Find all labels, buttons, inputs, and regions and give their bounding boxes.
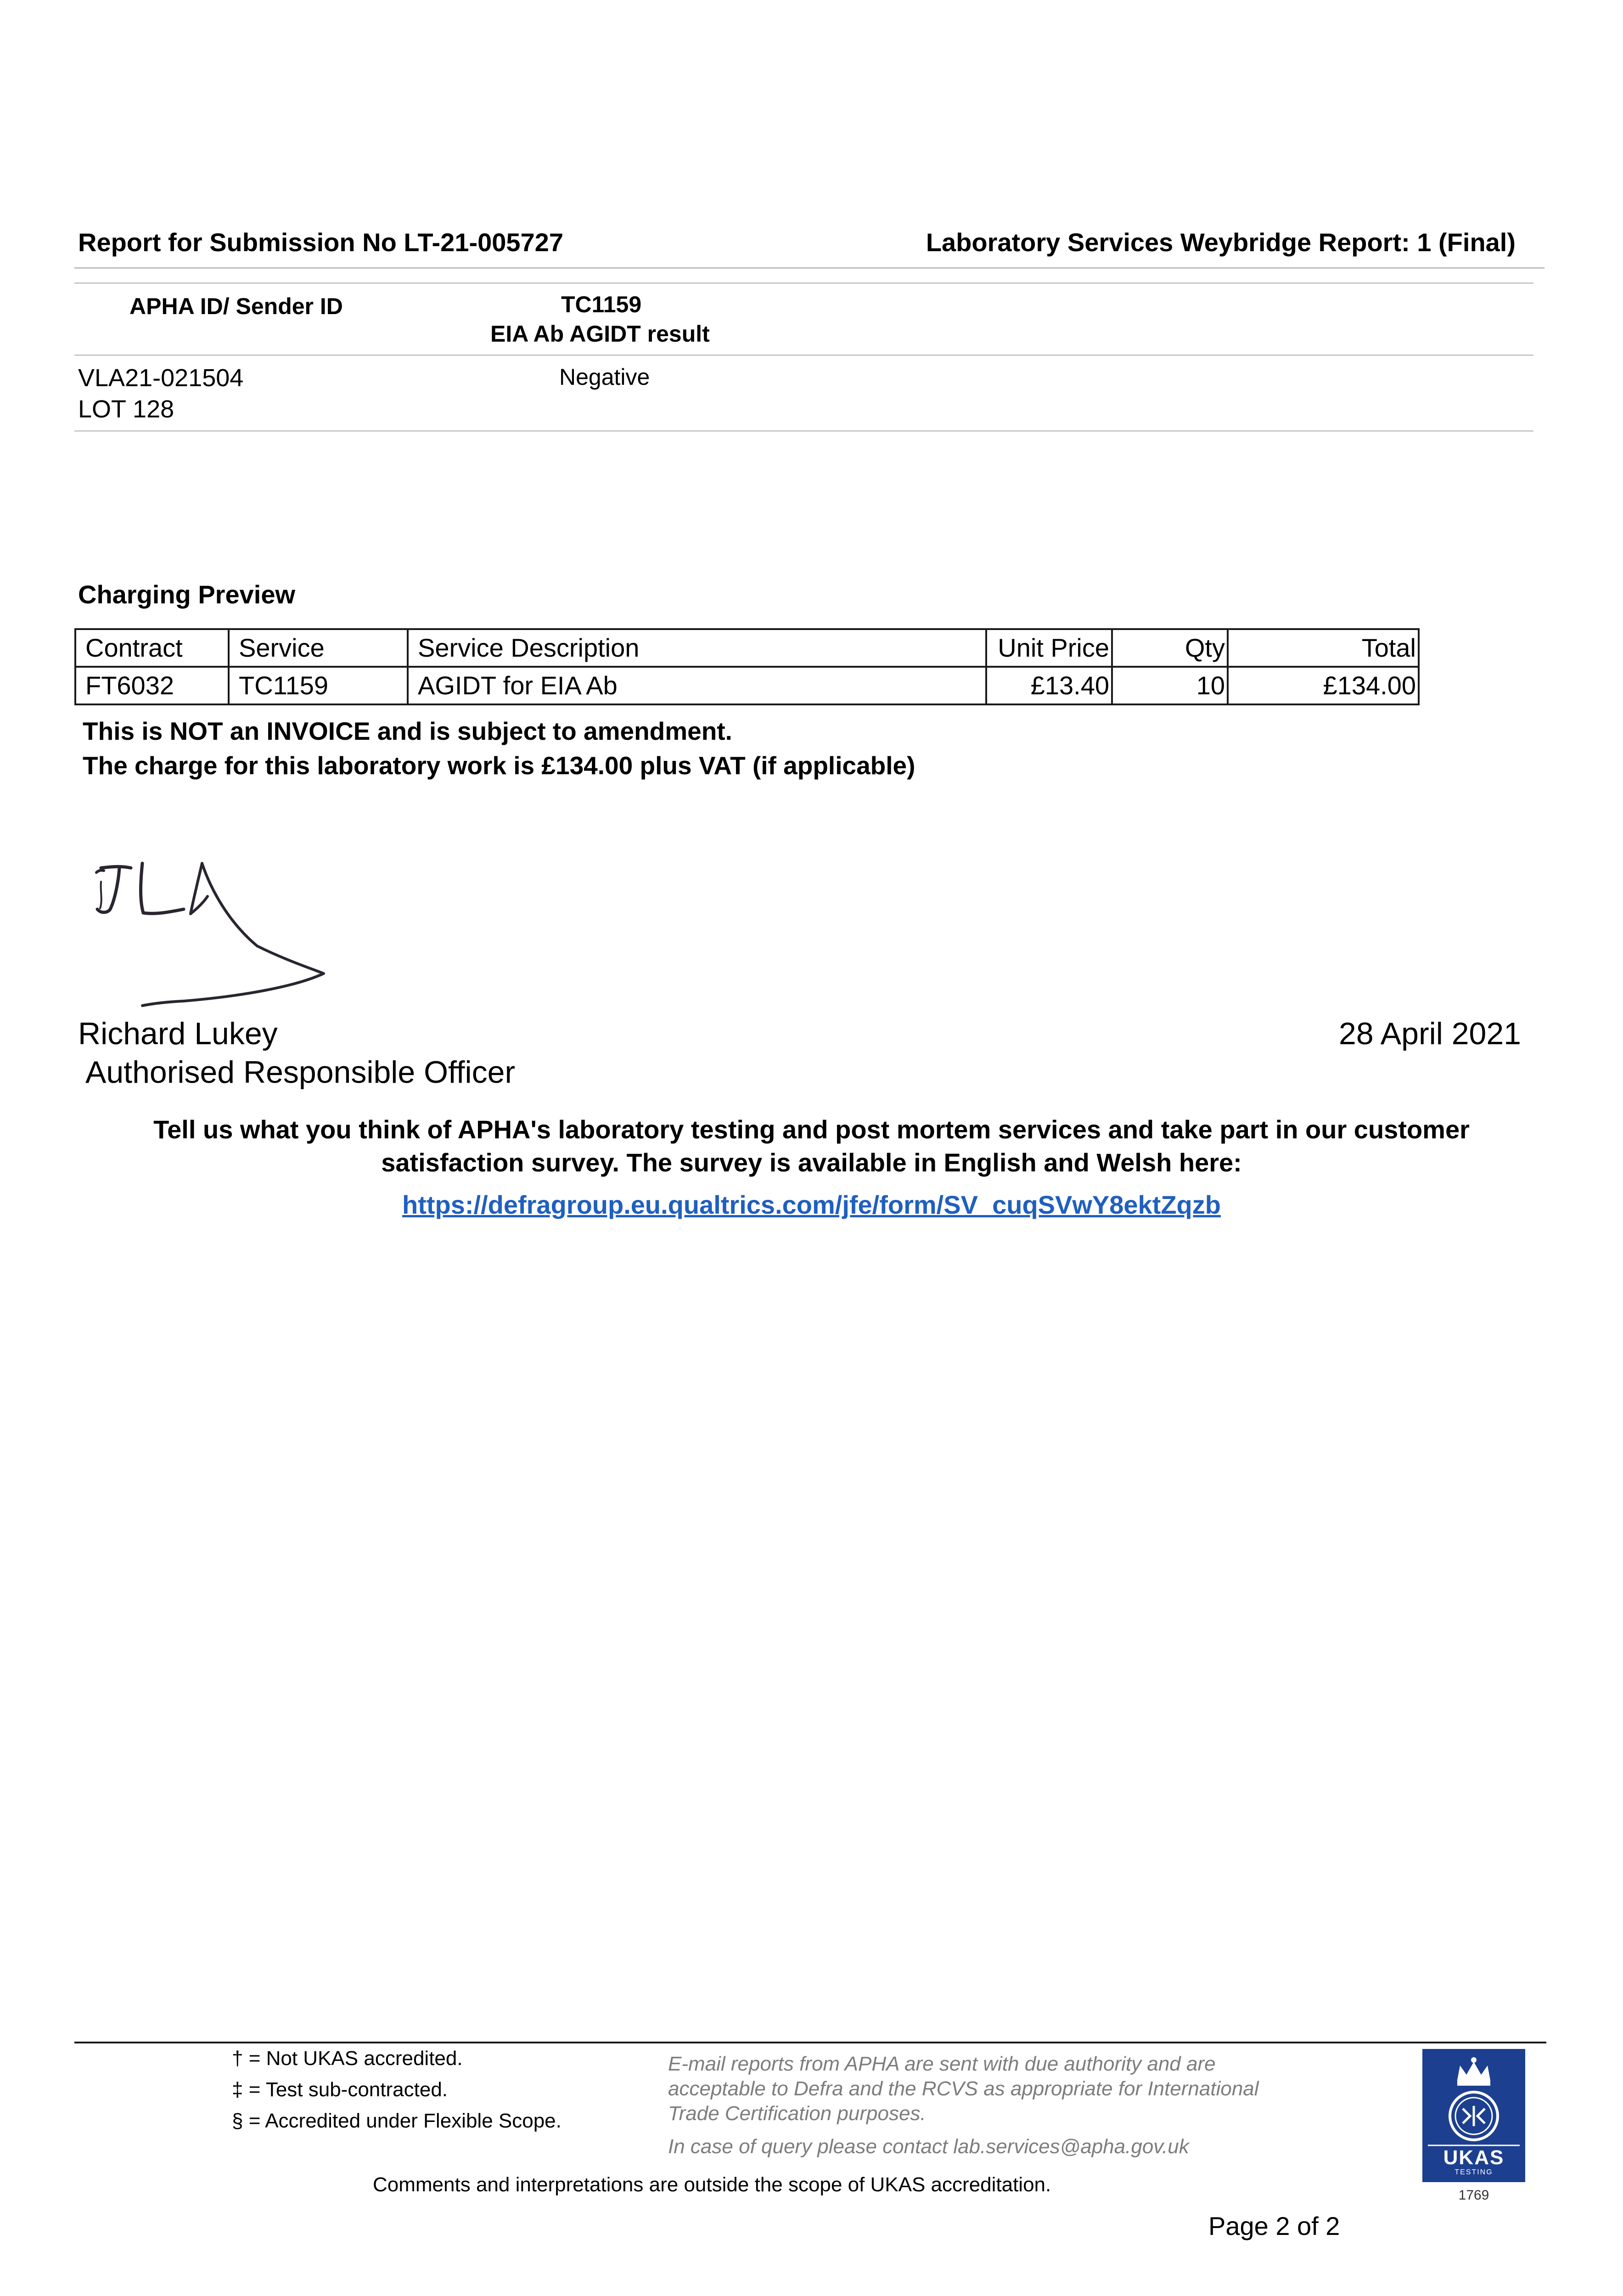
ukas-label: UKAS [1443,2146,1505,2169]
cell-unit-price: £13.40 [986,667,1112,704]
cell-qty: 10 [1112,667,1228,704]
header-unit-price: Unit Price [986,629,1112,667]
charging-table-header-row [75,629,1419,667]
results-header-divider [74,355,1533,356]
header-qty: Qty [1112,629,1228,667]
header-divider [74,267,1544,269]
result-row-sender: LOT 128 [78,395,174,423]
email-note-line-1: E-mail reports from APHA are sent with due authority and are [668,2053,1216,2075]
results-id-header: APHA ID/ Sender ID [129,293,343,319]
survey-text-line-1: Tell us what you think of APHA's laboratory testing and post mortem services and take part in our customer [153,1115,1470,1144]
header-contract: Contract [75,629,229,667]
signatory-role: Authorised Responsible Officer [85,1055,516,1090]
footer-divider [74,2042,1546,2043]
result-row-id: VLA21-021504 [78,364,244,392]
header-service-description: Service Description [408,629,986,667]
results-top-divider [74,282,1533,284]
ukas-logo [1419,2047,1529,2206]
ukas-sub-label: TESTING [1455,2168,1493,2176]
result-row-value: Negative [559,364,650,390]
report-lab-title: Laboratory Services Weybridge Report: 1 (Final) [926,228,1516,257]
survey-link[interactable]: https://defragroup.eu.qualtrics.com/jfe/form/SV_cuqSVwY8ektZqzb [402,1190,1221,1219]
cell-service-description: AGIDT for EIA Ab [408,667,986,704]
ukas-crown-icon [1419,2047,1529,2206]
report-submission-title: Report for Submission No LT-21-005727 [78,228,563,257]
signature-image [92,854,340,1019]
legend-sub-contracted: ‡ = Test sub-contracted. [232,2078,448,2101]
ukas-number: 1769 [1458,2188,1489,2203]
charging-table [74,628,1420,705]
signatory-name: Richard Lukey [78,1016,278,1051]
page-number: Page 2 of 2 [1208,2212,1340,2240]
cell-service: TC1159 [229,667,408,704]
cell-total: £134.00 [1228,667,1419,704]
email-note-line-3: Trade Certification purposes. [668,2102,926,2125]
results-test-name: EIA Ab AGIDT result [490,321,710,347]
not-invoice-note: This is NOT an INVOICE and is subject to amendment. [83,717,732,745]
results-bottom-divider [74,430,1533,432]
legend-flexible-scope: § = Accredited under Flexible Scope. [232,2110,562,2132]
ukas-comments-note: Comments and interpretations are outside the scope of UKAS accreditation. [373,2173,1051,2196]
charging-table-row [75,667,1419,704]
email-note-line-2: acceptable to Defra and the RCVS as appropriate for International [668,2077,1259,2100]
results-test-code: TC1159 [561,292,642,317]
survey-text-line-2: satisfaction survey. The survey is available in English and Welsh here: [381,1148,1242,1177]
signature-date: 28 April 2021 [1339,1016,1521,1051]
contact-note: In case of query please contact lab.services@apha.gov.uk [668,2135,1189,2158]
charge-amount-note: The charge for this laboratory work is £134.00 plus VAT (if applicable) [83,751,915,780]
cell-contract: FT6032 [75,667,229,704]
legend-not-accredited: † = Not UKAS accredited. [232,2047,463,2070]
header-total: Total [1228,629,1419,667]
charging-preview-title: Charging Preview [78,580,296,609]
header-service: Service [229,629,408,667]
